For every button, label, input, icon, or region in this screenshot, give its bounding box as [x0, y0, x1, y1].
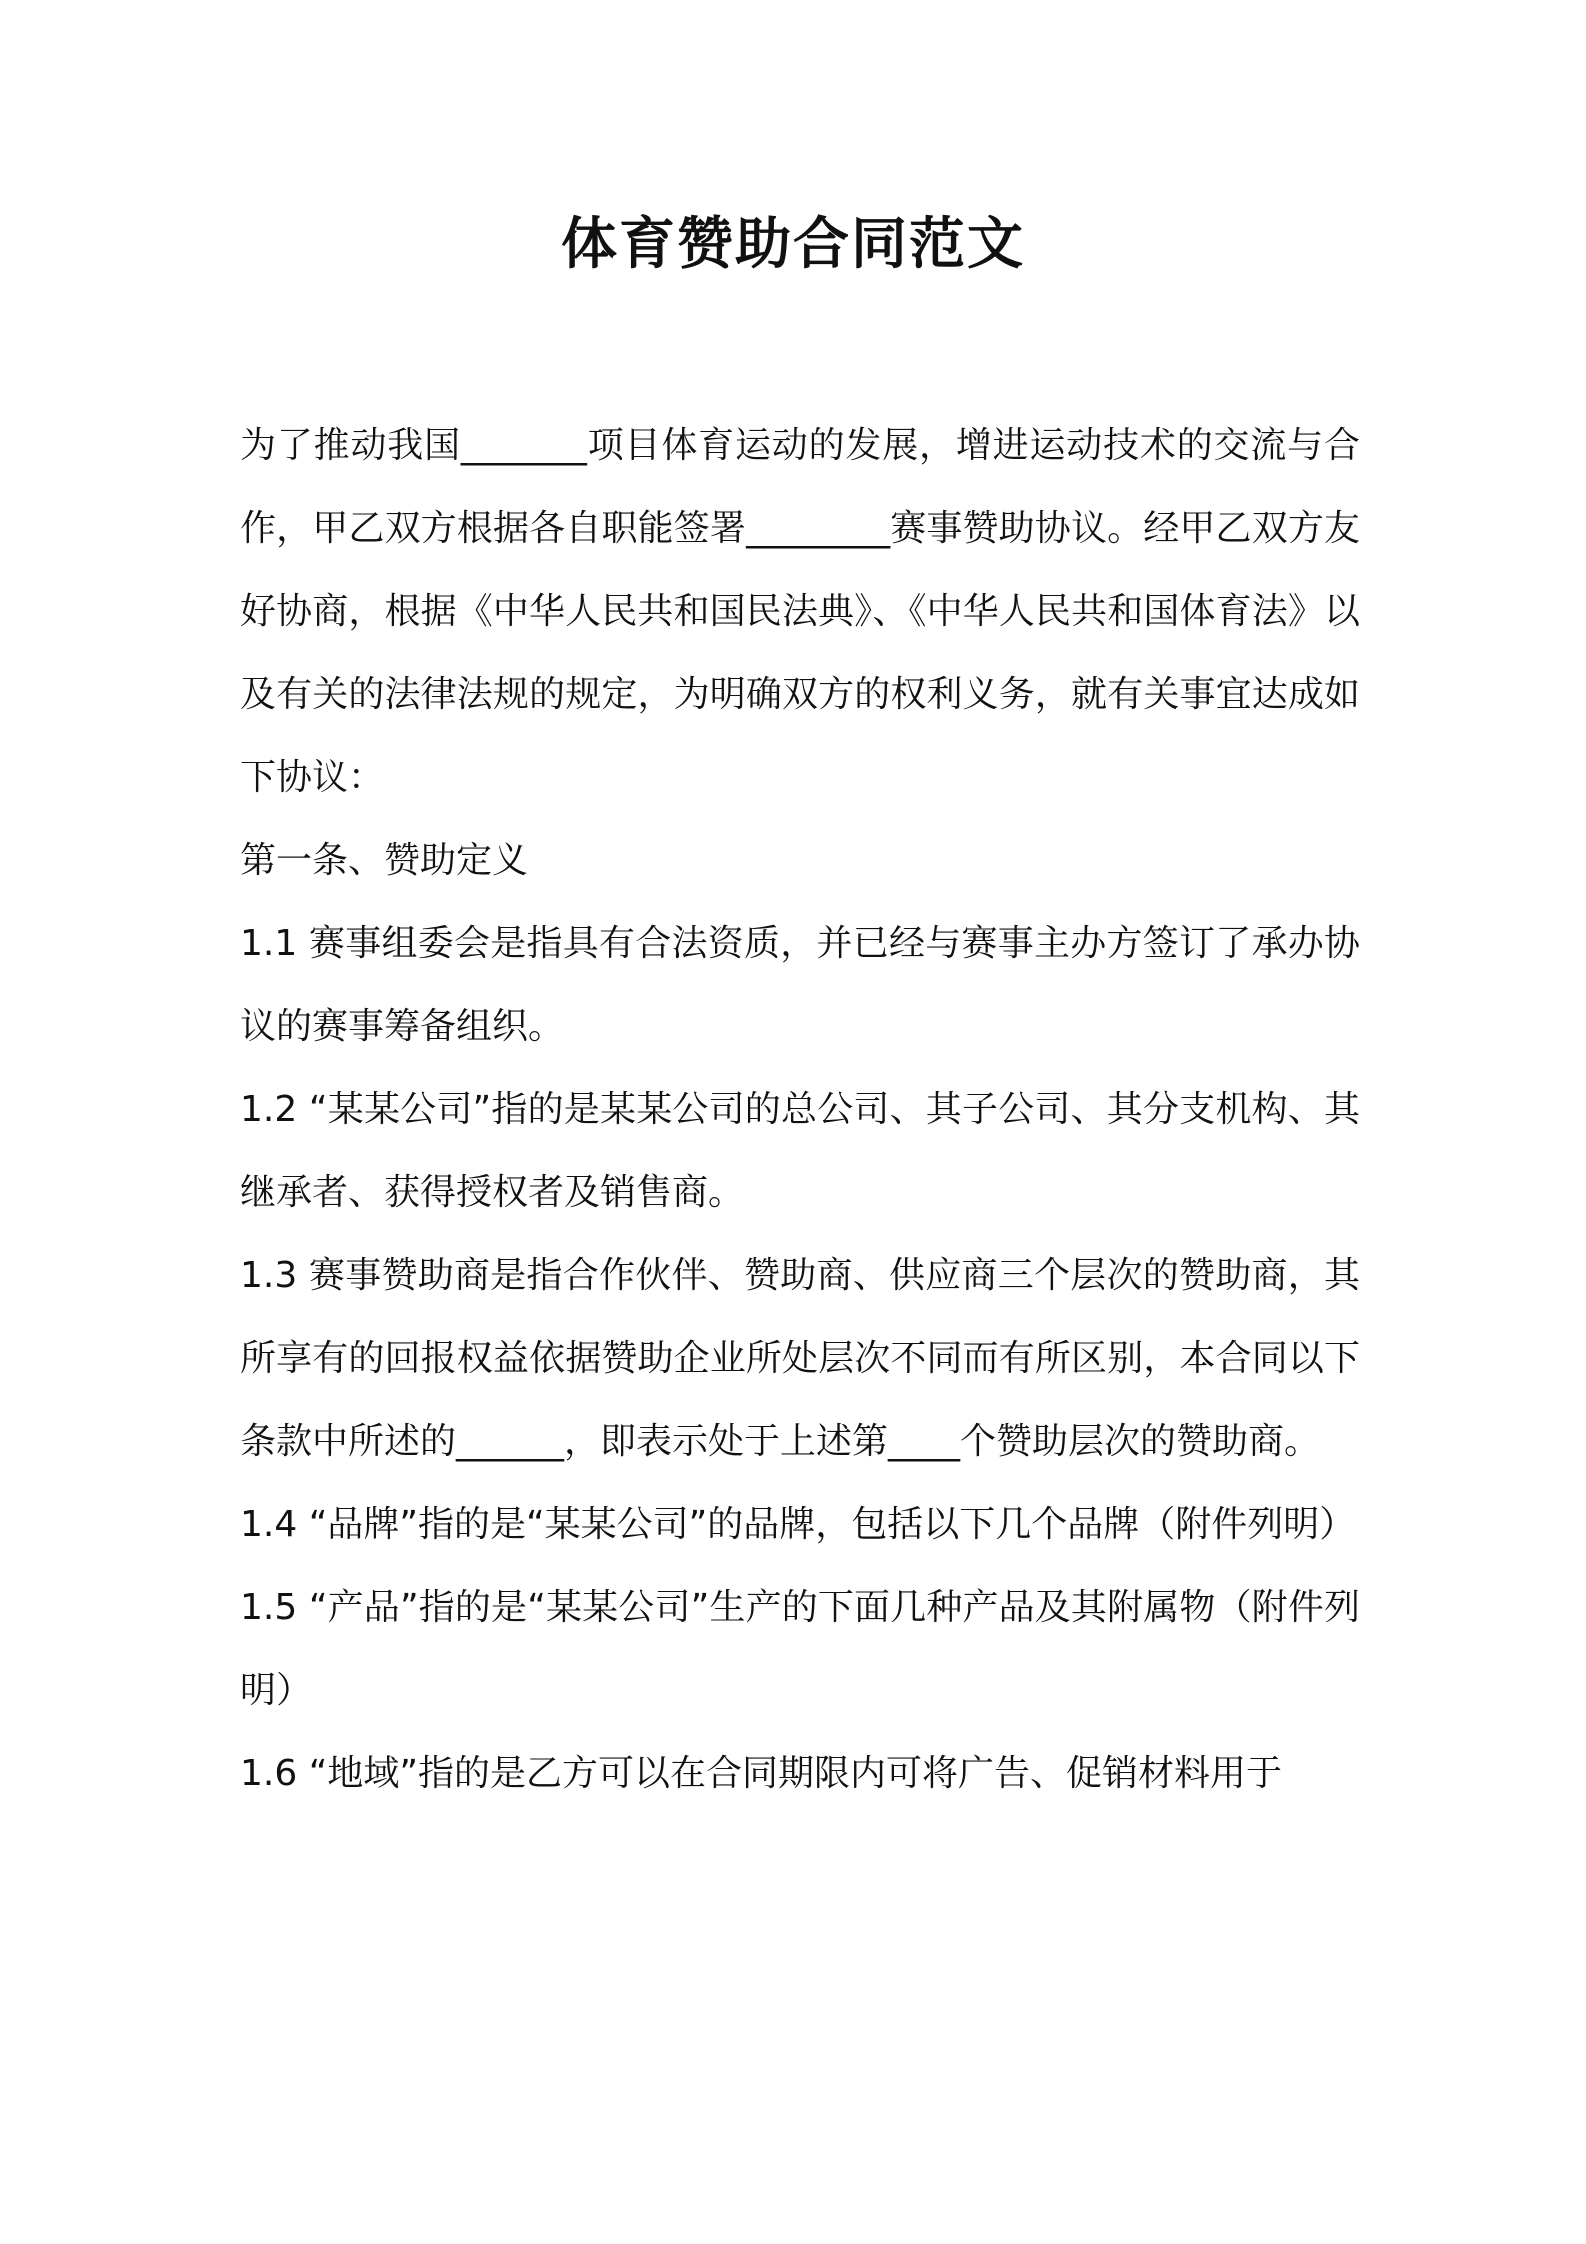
clause-1-2: 1.2 “某某公司”指的是某某公司的总公司、其子公司、其分支机构、其继承者、获得授权者及销售商。 — [240, 1089, 1360, 1213]
document-body — [240, 404, 1360, 1815]
clause-1-3: 1.3 赛事赞助商是指合作伙伴、赞助商、供应商三个层次的赞助商，其所享有的回报权益依据赞助企业所处层次不同而有所区别，本合同以下条款中所述的______，即表示处于上述第____个赞助层次的赞助商。 — [240, 1255, 1360, 1462]
clause-1-1: 1.1 赛事组委会是指具有合法资质，并已经与赛事主办方签订了承办协议的赛事筹备组织。 — [240, 923, 1360, 1047]
clause-1-5: 1.5 “产品”指的是“某某公司”生产的下面几种产品及其附属物（附件列明） — [240, 1587, 1360, 1711]
article-heading: 第一条、赞助定义 — [240, 840, 529, 881]
clause-1-6: 1.6 “地域”指的是乙方可以在合同期限内可将广告、促销材料用于 — [240, 1753, 1282, 1794]
clause-1-4: 1.4 “品牌”指的是“某某公司”的品牌，包括以下几个品牌（附件列明） — [240, 1504, 1356, 1545]
document-title: 体育赞助合同范文 — [561, 212, 1025, 277]
preamble-paragraph: 为了推动我国_______项目体育运动的发展，增进运动技术的交流与合作，甲乙双方根据各自职能签署________赛事赞助协议。经甲乙双方友好协商，根据《中华人民共和国民法典》、《中华人民共和国体育法》以及有关的法律法规的规定，为明确双方的权利义务，就有关事宜达成如下协议： — [240, 425, 1360, 798]
